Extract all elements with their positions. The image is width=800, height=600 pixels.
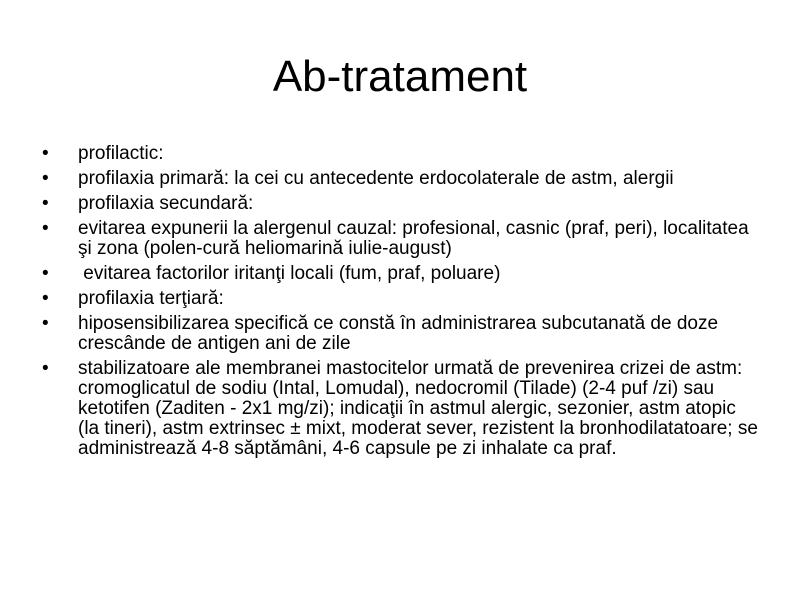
bullet-dot-icon: • [42,168,49,189]
bullet-dot-icon: • [42,143,49,164]
bullet-text: hiposensibilizarea specifică ce constă în administrarea subcutanată de doze crescânde de antigen ani de zile [78,313,719,354]
bullet-text: evitarea factorilor iritanţi locali (fum, praf, poluare) [78,263,501,284]
bullet-text: profilactic: [78,143,164,164]
bullet-dot-icon: • [42,288,49,309]
bullet-text: profilaxia terţiară: [78,288,224,309]
list-item [42,359,762,459]
bullet-dot-icon: • [42,218,49,239]
list-item [42,144,762,164]
bullet-text: evitarea expunerii la alergenul cauzal: profesional, casnic (praf, peri), localitatea şi zona (polen-cură heliomarină iulie-august) [78,218,749,259]
bullet-list [42,144,762,464]
slide-title: Ab-tratament [272,52,528,101]
list-item [42,264,762,284]
bullet-dot-icon: • [42,313,49,334]
bullet-text: profilaxia primară: la cei cu antecedente erdocolaterale de astm, alergii [78,168,674,189]
bullet-dot-icon: • [42,358,49,379]
list-item [42,169,762,189]
list-item [42,194,762,214]
bullet-dot-icon: • [42,263,49,284]
list-item [42,289,762,309]
bullet-text: profilaxia secundară: [78,193,254,214]
bullet-dot-icon: • [42,193,49,214]
list-item [42,219,762,259]
bullet-text: stabilizatoare ale membranei mastocitelor urmată de prevenirea crizei de astm: cromoglicatul de sodiu (Intal, Lomudal), nedocromil (Tilade) (2-4 puf /zi) sau ketotifen (Zaditen - 2x1 mg/zi); indicaţii în astmul alergic, sezonier, astm atopic (la tineri), astm extrinsec ± mixt, moderat sever, rezistent la bronhodilatatoare; se administrează 4-8 săptămâni, 4-6 capsule pe zi inhalate ca praf. [78,358,758,459]
list-item [42,314,762,354]
